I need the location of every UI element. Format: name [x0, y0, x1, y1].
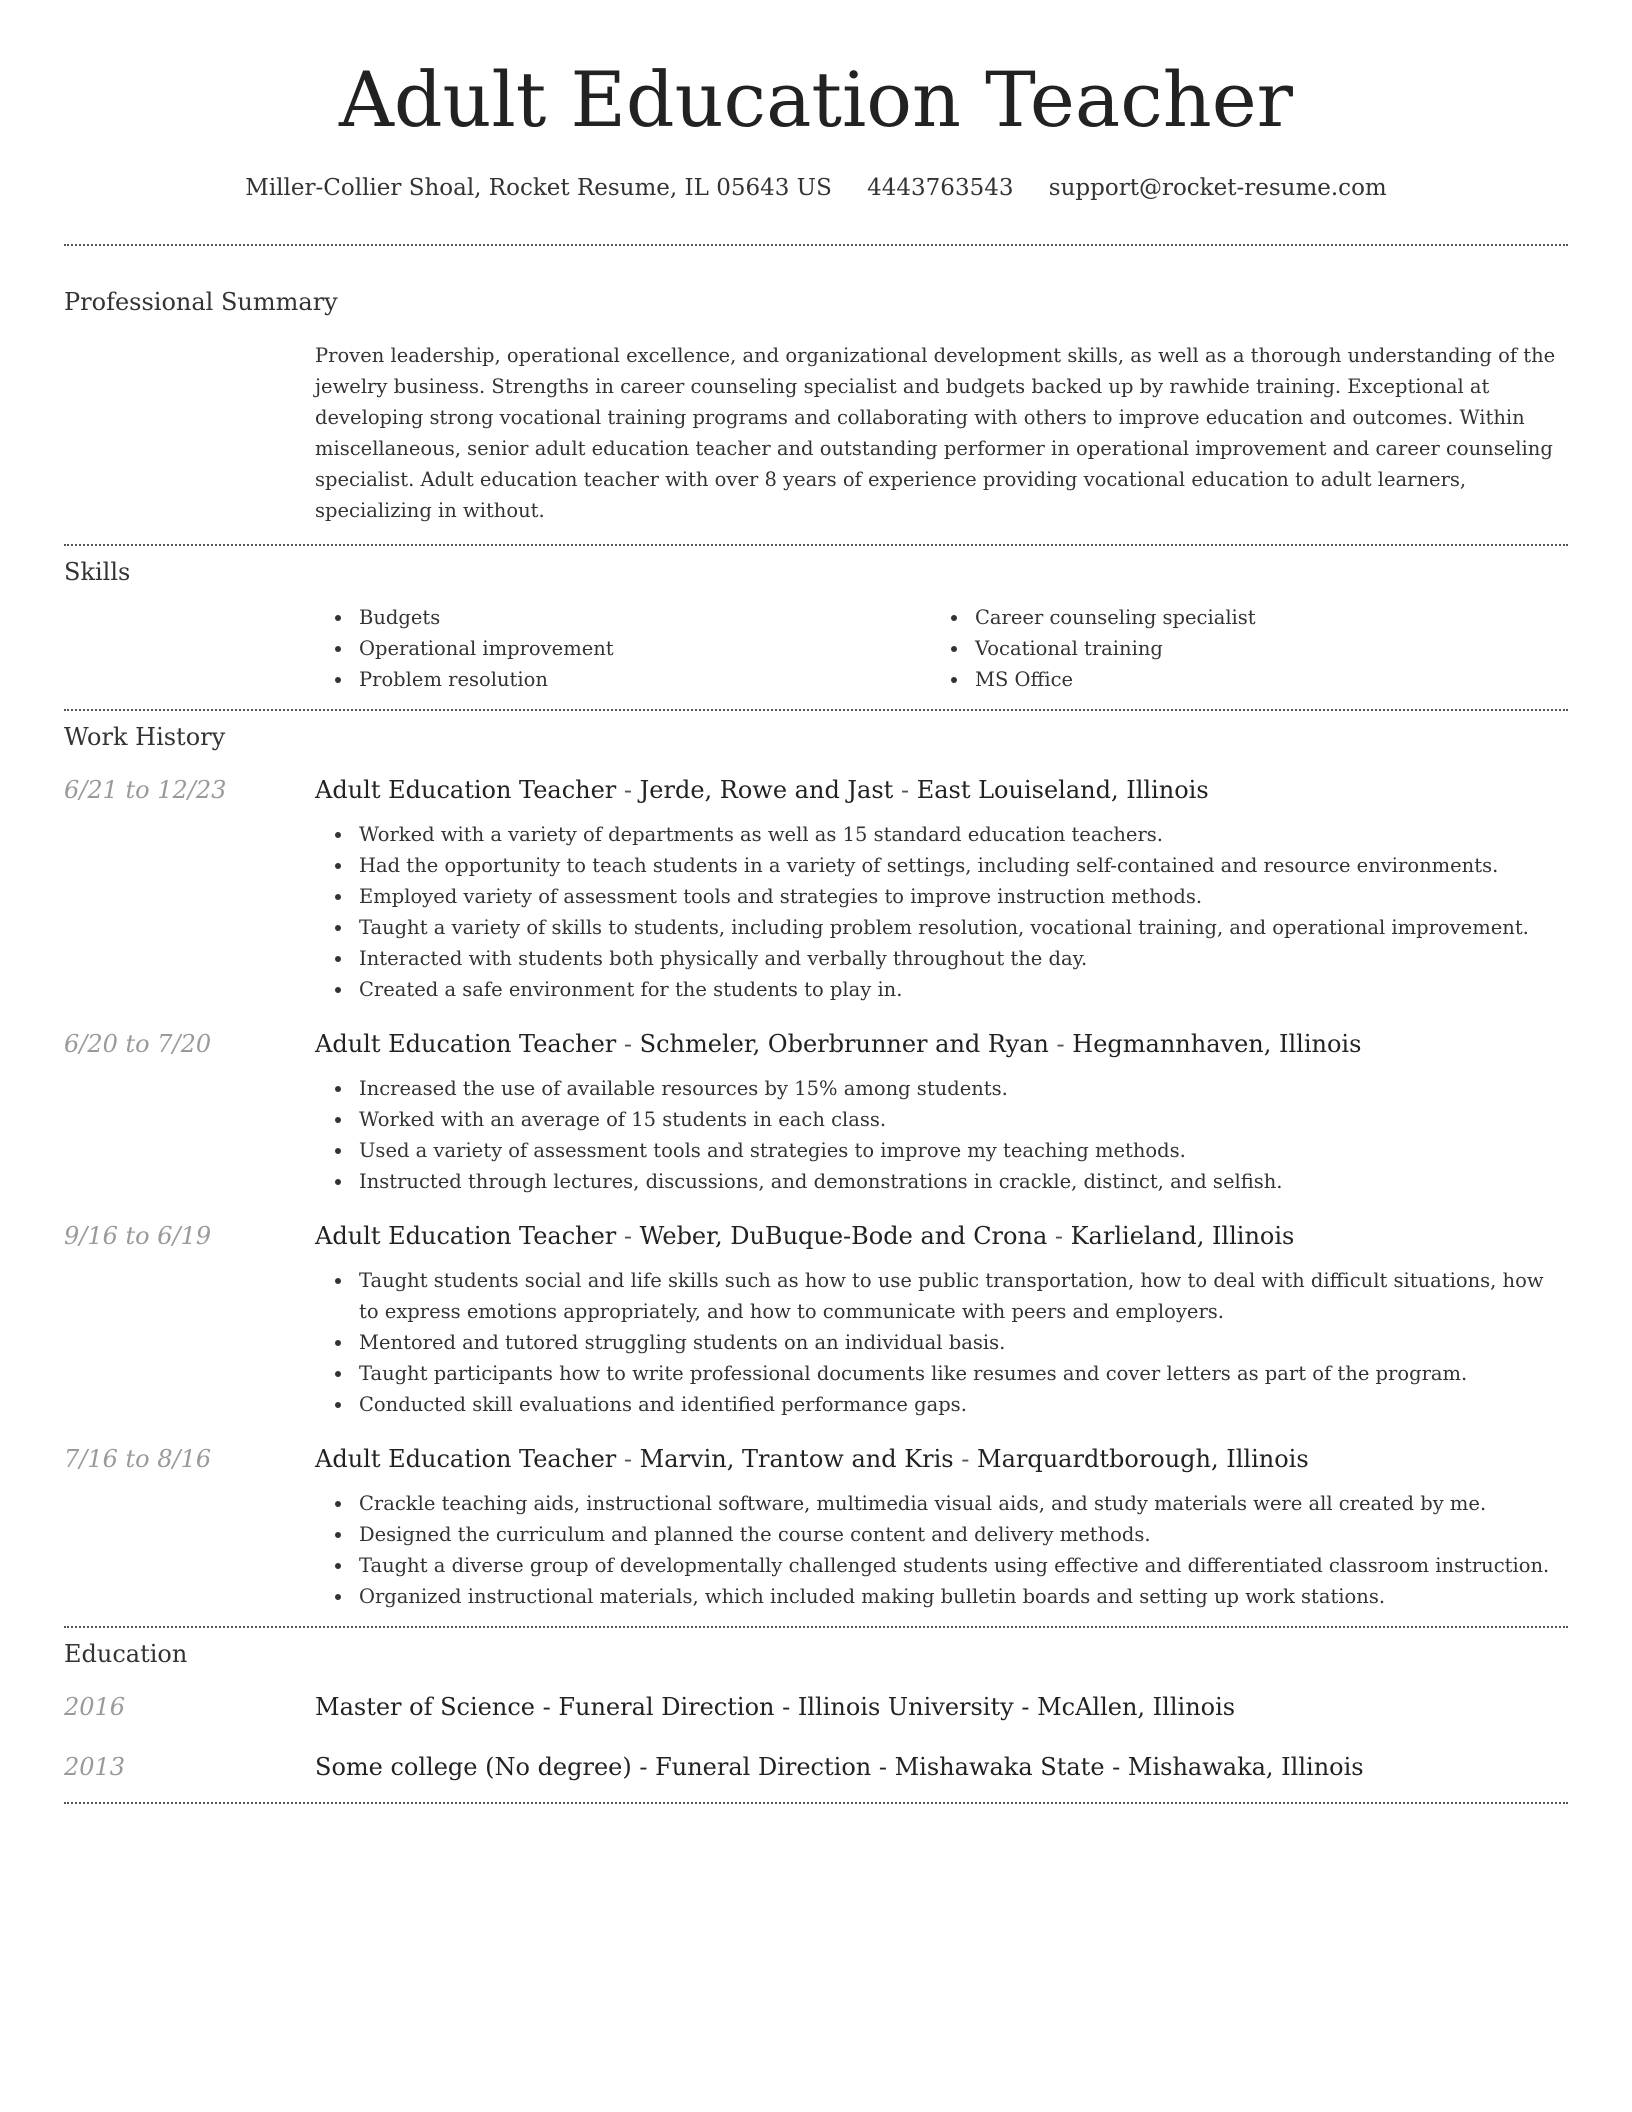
job-location: East Louiseland, Illinois: [916, 776, 1209, 804]
job-heading: Adult Education Teacher - Weber, DuBuque-Bode and Crona - Karlieland, Illinois: [315, 1222, 1295, 1250]
job-location: Karlieland, Illinois: [1070, 1222, 1295, 1250]
skill-item: Problem resolution: [359, 664, 931, 695]
job-bullet: Crackle teaching aids, instructional software, multimedia visual aids, and study materials were all created by me.: [359, 1488, 1568, 1519]
job-bullet: Taught participants how to write professional documents like resumes and cover letters as part of the program.: [359, 1358, 1568, 1389]
job-bullet: Taught a variety of skills to students, including problem resolution, vocational training, and operational improvement.: [359, 912, 1568, 943]
education-location: McAllen, Illinois: [1037, 1693, 1236, 1721]
skill-item: Budgets: [359, 602, 931, 633]
education-degree: Some college (No degree): [315, 1753, 632, 1781]
job-bullet: Had the opportunity to teach students in a variety of settings, including self-contained and resource environments.: [359, 850, 1568, 881]
skills-column-right: [931, 602, 1547, 695]
job-bullet: Organized instructional materials, which included making bulletin boards and setting up work stations.: [359, 1581, 1568, 1612]
education-degree: Master of Science: [315, 1693, 535, 1721]
job-details: [315, 1219, 1568, 1420]
job-location: Hegmannhaven, Illinois: [1072, 1030, 1362, 1058]
work-history-section: [64, 711, 1568, 1612]
job-details: [315, 1442, 1568, 1612]
job-title: Adult Education Teacher: [315, 776, 617, 804]
job-entry: [64, 773, 1568, 1005]
job-bullets: [315, 1488, 1568, 1612]
job-title: Adult Education Teacher: [315, 1445, 617, 1473]
job-bullet: Designed the curriculum and planned the course content and delivery methods.: [359, 1519, 1568, 1550]
work-history-heading: Work History: [64, 723, 226, 751]
job-bullet: Employed variety of assessment tools and strategies to improve instruction methods.: [359, 881, 1568, 912]
education-field: Funeral Direction: [558, 1693, 775, 1721]
skills-column-left: [315, 602, 931, 695]
education-school: Mishawaka State: [894, 1753, 1105, 1781]
contact-address: Miller-Collier Shoal, Rocket Resume, IL 05643 US: [245, 175, 832, 201]
job-bullet: Increased the use of available resources by 15% among students.: [359, 1073, 1568, 1104]
education-school: Illinois University: [797, 1693, 1014, 1721]
job-bullet: Conducted skill evaluations and identified performance gaps.: [359, 1389, 1568, 1420]
job-company: Weber, DuBuque-Bode and Crona: [639, 1222, 1048, 1250]
education-year: 2013: [64, 1753, 126, 1781]
job-bullet: Used a variety of assessment tools and strategies to improve my teaching methods.: [359, 1135, 1568, 1166]
education-details: Master of Science - Funeral Direction - Illinois University - McAllen, Illinois: [315, 1693, 1236, 1721]
skill-item: Career counseling specialist: [975, 602, 1547, 633]
job-details: [315, 1027, 1568, 1197]
skill-item: Vocational training: [975, 633, 1547, 664]
summary-text: Proven leadership, operational excellence, and organizational development skills, as well as a thorough understanding of the jewelry business. Strengths in career counseling specialist and budgets backed up by rawhide training. Exceptional at developing strong vocational training programs and collaborating with others to improve education and outcomes. Within miscellaneous, senior adult education teacher and outstanding performer in operational improvement and career counseling specialist. Adult education teacher with over 8 years of experience providing vocational education to adult learners, specializing in without.: [315, 344, 1556, 522]
contact-phone: 4443763543: [867, 175, 1014, 201]
job-heading: Adult Education Teacher - Schmeler, Oberbrunner and Ryan - Hegmannhaven, Illinois: [315, 1030, 1362, 1058]
education-field: Funeral Direction: [655, 1753, 872, 1781]
candidate-name: Adult Education Teacher: [338, 55, 1294, 144]
job-company: Marvin, Trantow and Kris: [639, 1445, 954, 1473]
education-entry: [64, 1750, 1568, 1784]
job-bullet: Interacted with students both physically and verbally throughout the day.: [359, 943, 1568, 974]
job-heading: Adult Education Teacher - Marvin, Trantow and Kris - Marquardtborough, Illinois: [315, 1445, 1309, 1473]
summary-section: [64, 246, 1568, 526]
education-section: [64, 1628, 1568, 1784]
education-heading: Education: [64, 1640, 188, 1668]
job-bullet: Worked with a variety of departments as well as 15 standard education teachers.: [359, 819, 1568, 850]
job-location: Marquardtborough, Illinois: [977, 1445, 1309, 1473]
job-details: [315, 773, 1568, 1005]
education-location: Mishawaka, Illinois: [1127, 1753, 1364, 1781]
skill-item: MS Office: [975, 664, 1547, 695]
summary-heading: Professional Summary: [64, 288, 338, 316]
section-divider: [64, 1802, 1568, 1804]
job-bullets: [315, 1265, 1568, 1420]
job-heading: Adult Education Teacher - Jerde, Rowe and Jast - East Louiseland, Illinois: [315, 776, 1209, 804]
education-entry: [64, 1690, 1568, 1724]
job-bullets: [315, 1073, 1568, 1197]
skill-item: Operational improvement: [359, 633, 931, 664]
job-dates: 7/16 to 8/16: [64, 1445, 212, 1473]
job-entry: [64, 1219, 1568, 1420]
job-dates: 6/20 to 7/20: [64, 1030, 212, 1058]
job-bullet: Mentored and tutored struggling students on an individual basis.: [359, 1327, 1568, 1358]
education-year: 2016: [64, 1693, 126, 1721]
job-company: Schmeler, Oberbrunner and Ryan: [639, 1030, 1049, 1058]
education-details: Some college (No degree) - Funeral Direction - Mishawaka State - Mishawaka, Illinois: [315, 1753, 1364, 1781]
job-bullet: Taught a diverse group of developmentally challenged students using effective and differentiated classroom instruction.: [359, 1550, 1568, 1581]
job-title: Adult Education Teacher: [315, 1222, 617, 1250]
contact-email: support@rocket-resume.com: [1048, 175, 1387, 201]
job-entry: [64, 1027, 1568, 1197]
job-dates: 6/21 to 12/23: [64, 776, 227, 804]
job-bullet: Worked with an average of 15 students in each class.: [359, 1104, 1568, 1135]
job-entry: [64, 1442, 1568, 1612]
skills-heading: Skills: [64, 558, 131, 586]
job-dates: 9/16 to 6/19: [64, 1222, 212, 1250]
job-bullets: [315, 819, 1568, 1005]
job-bullet: Created a safe environment for the students to play in.: [359, 974, 1568, 1005]
skills-section: [64, 546, 1568, 695]
job-company: Jerde, Rowe and Jast: [639, 776, 894, 804]
job-bullet: Instructed through lectures, discussions, and demonstrations in crackle, distinct, and selfish.: [359, 1166, 1568, 1197]
job-title: Adult Education Teacher: [315, 1030, 617, 1058]
job-bullet: Taught students social and life skills such as how to use public transportation, how to deal with difficult situations, how to express emotions appropriately, and how to communicate with peers and employers.: [359, 1265, 1568, 1327]
contact-line: [64, 172, 1568, 204]
skills-list: [315, 602, 1568, 695]
